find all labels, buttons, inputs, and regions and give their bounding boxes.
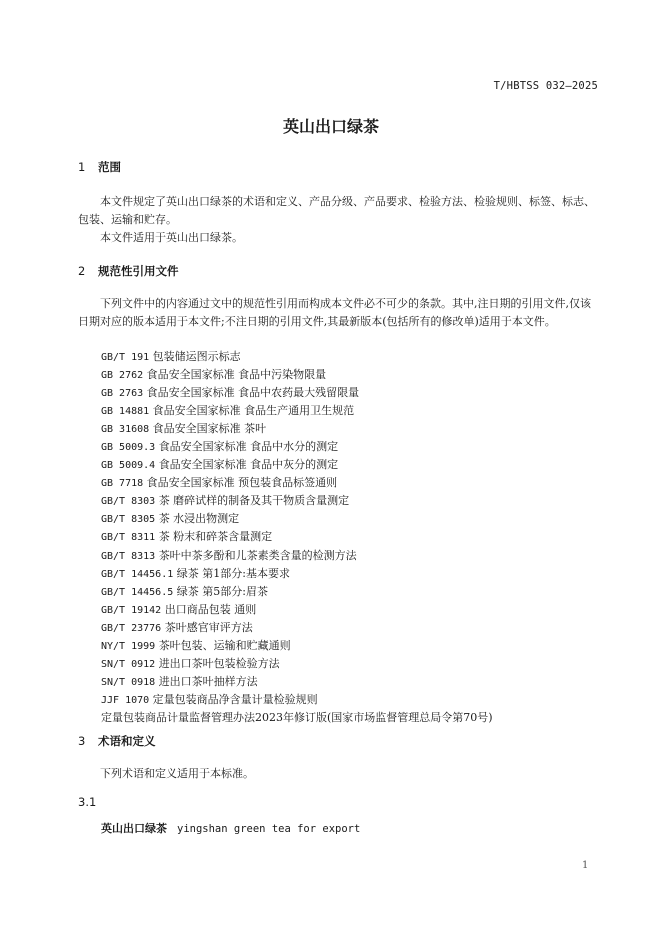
reference-title: 茶叶感官审评方法 xyxy=(164,620,253,634)
reference-item xyxy=(101,691,493,709)
paragraph: 本文件适用于英山出口绿茶。 xyxy=(100,231,243,244)
reference-title: 进出口茶叶包装检验方法 xyxy=(158,656,280,670)
reference-item xyxy=(101,474,493,492)
reference-title: 定量包装商品净含量计量检验规则 xyxy=(152,692,318,706)
reference-title: 茶叶包装、运输和贮藏通则 xyxy=(158,638,291,652)
section-1-body xyxy=(78,193,601,247)
document-title: 英山出口绿茶 xyxy=(282,117,379,136)
reference-title: 绿茶 第5部分:眉茶 xyxy=(176,584,268,598)
reference-item xyxy=(101,456,493,474)
section-1-heading xyxy=(78,159,121,175)
reference-code: GB 14881 xyxy=(101,406,150,418)
reference-item xyxy=(101,709,493,726)
reference-item xyxy=(101,528,493,546)
reference-title: 定量包装商品计量监督管理办法2023年修订版(国家市场监督管理总局令第70号) xyxy=(101,710,493,724)
reference-code: JJF 1070 xyxy=(101,694,150,706)
section-number: 2 xyxy=(78,264,86,278)
reference-title: 茶叶中茶多酚和儿茶素类含量的检测方法 xyxy=(158,548,357,562)
section-title: 范围 xyxy=(98,160,121,174)
reference-title: 食品安全国家标准 茶叶 xyxy=(152,422,267,436)
reference-title: 茶 水浸出物测定 xyxy=(158,512,240,526)
term-entry xyxy=(101,820,360,836)
reference-item xyxy=(101,384,493,402)
reference-title: 食品安全国家标准 食品中农药最大残留限量 xyxy=(146,386,360,400)
reference-code: GB 5009.4 xyxy=(101,460,156,472)
term-english: yingshan green tea for export xyxy=(177,823,361,835)
reference-code: GB 2763 xyxy=(101,388,144,400)
section-2-body xyxy=(78,295,601,331)
term-chinese: 英山出口绿茶 xyxy=(101,822,167,835)
reference-code: GB/T 191 xyxy=(101,352,150,363)
section-number: 1 xyxy=(78,160,86,174)
reference-item xyxy=(101,673,493,691)
reference-code: GB/T 23776 xyxy=(101,622,162,634)
reference-item xyxy=(101,420,493,438)
paragraph: 本文件规定了英山出口绿茶的术语和定义、产品分级、产品要求、检验方法、检验规则、标签、标志、包装、运输和贮存。 xyxy=(78,195,595,226)
reference-item xyxy=(101,348,493,366)
reference-item xyxy=(101,547,493,565)
reference-code: GB/T 8305 xyxy=(101,514,156,526)
reference-code: GB 5009.3 xyxy=(101,442,156,454)
reference-code: GB 2762 xyxy=(101,370,144,382)
reference-code: GB 7718 xyxy=(101,478,144,490)
reference-item xyxy=(101,438,493,456)
reference-code: GB/T 8313 xyxy=(101,550,156,562)
reference-item xyxy=(101,583,493,601)
paragraph: 下列文件中的内容通过文中的规范性引用而构成本文件必不可少的条款。其中,注日期的引用文件,仅该日期对应的版本适用于本文件;不注日期的引用文件,其最新版本(包括所有的修改单)适用于本文件。 xyxy=(78,297,591,328)
reference-item xyxy=(101,510,493,528)
reference-code: GB/T 14456.5 xyxy=(101,586,174,598)
reference-code: NY/T 1999 xyxy=(101,640,156,652)
reference-title: 食品安全国家标准 食品中灰分的测定 xyxy=(158,458,339,472)
paragraph: 下列术语和定义适用于本标准。 xyxy=(100,767,254,780)
reference-code: GB/T 8311 xyxy=(101,532,156,544)
reference-item xyxy=(101,619,493,637)
reference-title: 出口商品包装 通则 xyxy=(164,602,257,616)
reference-title: 食品安全国家标准 预包装食品标签通则 xyxy=(146,476,338,490)
reference-code: GB/T 19142 xyxy=(101,604,162,616)
reference-item xyxy=(101,601,493,619)
reference-item xyxy=(101,637,493,655)
clause-number: 3.1 xyxy=(78,795,97,809)
normative-reference-list xyxy=(101,348,493,726)
reference-item xyxy=(101,565,493,583)
section-title: 规范性引用文件 xyxy=(98,264,179,278)
reference-code: GB 31608 xyxy=(101,424,150,436)
standard-code: T/HBTSS 032—2025 xyxy=(493,80,598,92)
reference-code: SN/T 0918 xyxy=(101,676,156,688)
section-number: 3 xyxy=(78,734,86,748)
reference-title: 进出口茶叶抽样方法 xyxy=(158,674,258,688)
reference-code: SN/T 0912 xyxy=(101,658,156,670)
page-number: 1 xyxy=(582,860,589,871)
reference-item xyxy=(101,366,493,384)
reference-title: 食品安全国家标准 食品中污染物限量 xyxy=(146,368,327,382)
reference-title: 绿茶 第1部分:基本要求 xyxy=(176,566,290,580)
reference-title: 茶 粉末和碎茶含量测定 xyxy=(158,530,273,544)
reference-title: 茶 磨碎试样的制备及其干物质含量测定 xyxy=(158,494,350,508)
reference-code: GB/T 8303 xyxy=(101,496,156,508)
reference-item xyxy=(101,492,493,510)
section-title: 术语和定义 xyxy=(98,734,156,748)
reference-code: GB/T 14456.1 xyxy=(101,568,174,580)
section-3-heading xyxy=(78,733,156,749)
section-3-body xyxy=(78,765,601,783)
section-2-heading xyxy=(78,263,179,279)
reference-title: 食品安全国家标准 食品中水分的测定 xyxy=(158,440,339,454)
reference-title: 包装储运图示标志 xyxy=(152,350,241,363)
reference-title: 食品安全国家标准 食品生产通用卫生规范 xyxy=(152,404,355,418)
reference-item xyxy=(101,402,493,420)
reference-item xyxy=(101,655,493,673)
